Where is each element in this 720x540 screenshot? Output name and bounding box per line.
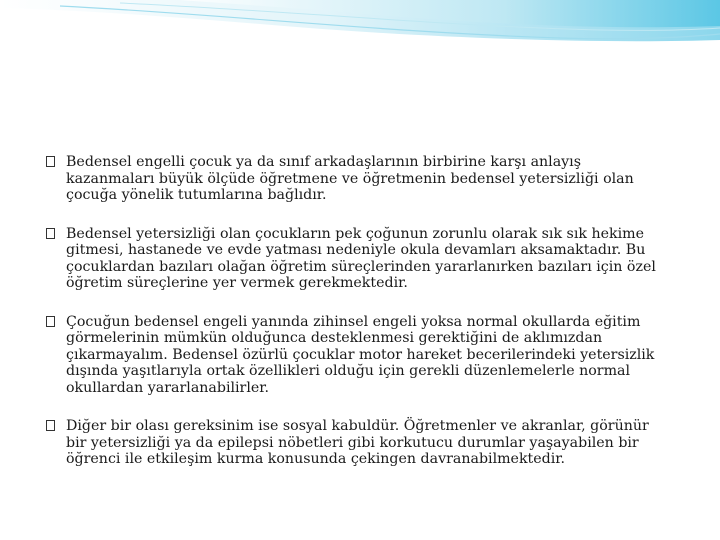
bullet-square-icon [46, 156, 55, 167]
bullet-text: Diğer bir olası gereksinim ise sosyal kabuldür. Öğretmenler ve akranlar, görünür bir yetersizliği ya da epilepsi nöbetleri gibi korkutucu durumlar yaşayabilen bir öğrenci ile etkileşim kurma konusunda çekingen davranabilmektedir. [66, 418, 649, 467]
bullet-item-1 [46, 154, 668, 204]
top-wave-decoration [0, 0, 720, 60]
bullet-square-icon [46, 228, 55, 239]
bullet-item-3 [46, 314, 668, 397]
bullet-item-4 [46, 418, 668, 468]
bullet-square-icon [46, 420, 55, 431]
bullet-item-2 [46, 226, 668, 292]
bullet-text: Bedensel yetersizliği olan çocukların pek çoğunun zorunlu olarak sık sık hekime gitmesi, hastanede ve evde yatması nedeniyle okula devamları aksamaktadır. Bu çocuklardan bazıları olağan öğretim süreçlerinden yararlanırken bazıları için özel öğretim süreçlerine yer vermek gerekmektedir. [66, 225, 656, 291]
bullet-text: Çocuğun bedensel engeli yanında zihinsel engeli yoksa normal okullarda eğitim görmelerinin mümkün olduğunca desteklenmesi gerektiğini de aklımızdan çıkarmayalım. Bedensel özürlü çocuklar motor hareket becerilerindeki yetersizlik dışında yaşıtlarıyla ortak özellikleri olduğu için gerekli düzenlemelerle normal okullardan yararlanabilirler. [66, 313, 655, 396]
bullet-text: Bedensel engelli çocuk ya da sınıf arkadaşlarının birbirine karşı anlayış kazanmaları büyük ölçüde öğretmene ve öğretmenin bedensel yetersizliği olan çocuğa yönelik tutumlarına bağlıdır. [66, 154, 634, 203]
bullet-square-icon [46, 316, 55, 327]
bullet-list [46, 154, 668, 468]
